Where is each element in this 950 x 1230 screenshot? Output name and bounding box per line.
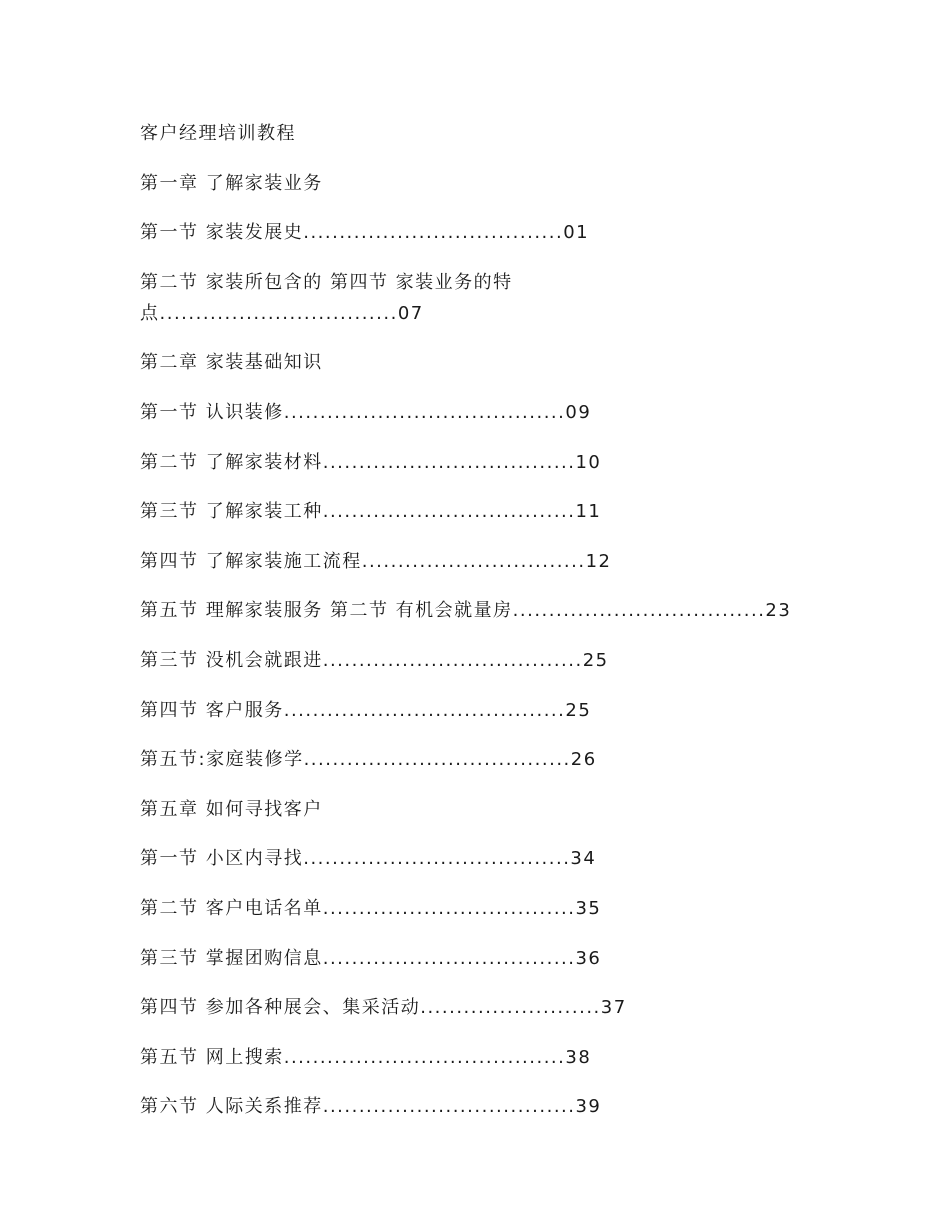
toc-entry: 第一节 小区内寻找.....................................34 [140,848,597,870]
toc-entry: 第六节 人际关系推荐...................................39 [140,1096,602,1118]
toc-chapter-5: 第五章 如何寻找客户 [140,798,323,820]
toc-entry: 第四节 了解家装施工流程...............................12 [140,550,612,572]
toc-entry: 第三节 了解家装工种...................................11 [140,501,602,523]
document-title: 客户经理培训教程 [140,123,296,144]
table-of-contents [140,118,840,1141]
toc-entry: 第五节 网上搜索.......................................38 [140,1046,592,1068]
toc-entry: 第三节 没机会就跟进....................................25 [140,649,609,671]
toc-chapter-1: 第一章 了解家装业务 [140,172,323,194]
toc-entry: 第二节 客户电话名单...................................35 [140,897,602,919]
toc-entry: 第三节 掌握团购信息...................................36 [140,947,602,969]
toc-entry: 第四节 客户服务.......................................25 [140,699,592,721]
toc-chapter-2: 第二章 家装基础知识 [140,352,323,374]
toc-entry-wrapped: 第二节 家装所包含的 第四节 家装业务的特点.................................07 [140,271,513,324]
toc-entry: 第五节 理解家装服务 第二节 有机会就量房...................................23 [140,600,792,622]
toc-entry: 第二节 了解家装材料...................................10 [140,451,602,473]
toc-entry: 第一节 家装发展史....................................01 [140,222,590,244]
toc-entry: 第五节:家庭装修学.....................................26 [140,749,597,771]
toc-entry: 第一节 认识装修.......................................09 [140,401,592,423]
toc-entry: 第四节 参加各种展会、集采活动.........................37 [140,997,627,1019]
